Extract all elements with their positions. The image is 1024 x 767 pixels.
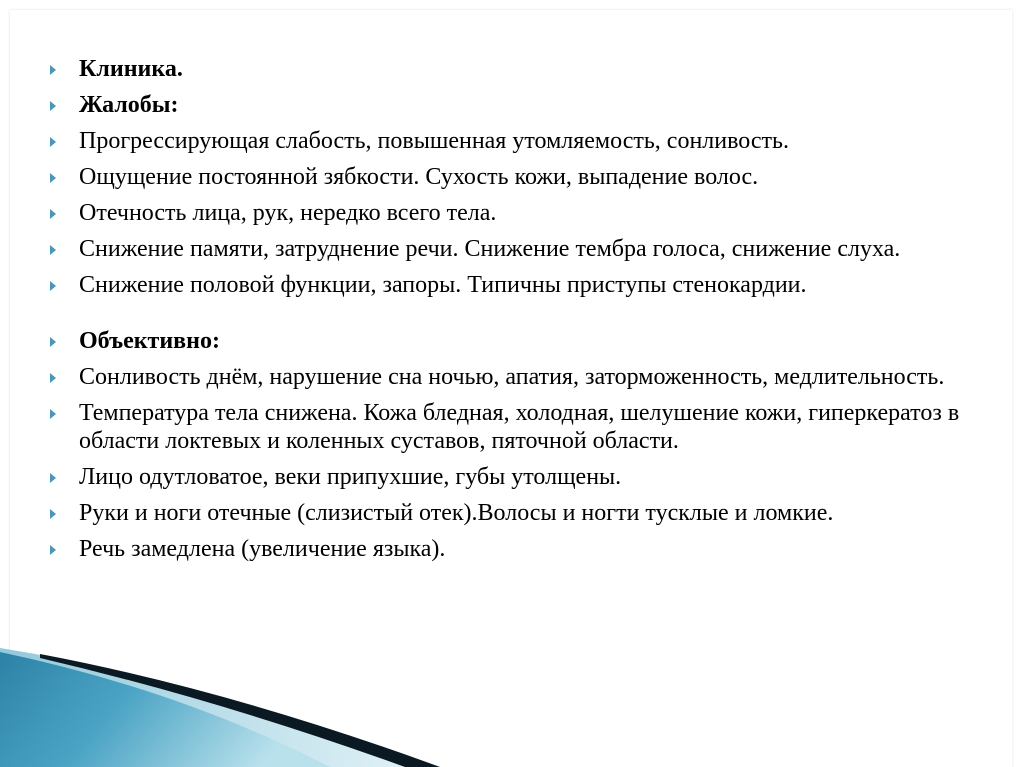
bullet-arrow-icon (50, 337, 56, 347)
item-text: Прогрессирующая слабость, повышенная утомляемость, сонливость. (79, 128, 789, 154)
bullet-arrow-icon (50, 545, 56, 555)
item-text: Сонливость днём, нарушение сна ночью, апатия, заторможенность, медлительность. (79, 364, 945, 390)
item-text: Снижение памяти, затруднение речи. Снижение тембра голоса, снижение слуха. (79, 236, 901, 262)
bullet-arrow-icon (50, 137, 56, 147)
list-item (50, 91, 980, 119)
item-text: Объективно: (79, 328, 220, 354)
list-item (50, 163, 980, 191)
bullet-arrow-icon (50, 101, 56, 111)
bullet-arrow-icon (50, 281, 56, 291)
list-item (50, 127, 980, 155)
item-text: Ощущение постоянной зябкости. Сухость кожи, выпадение волос. (79, 164, 759, 190)
list-item (50, 235, 980, 263)
list-item (50, 55, 980, 83)
list-item (50, 399, 980, 455)
list-item (50, 499, 980, 527)
list-item (50, 199, 980, 227)
list-item (50, 463, 980, 491)
bullet-arrow-icon (50, 65, 56, 75)
item-text: Снижение половой функции, запоры. Типичны приступы стенокардии. (79, 272, 807, 298)
list-item (50, 271, 980, 299)
list-item (50, 327, 980, 355)
item-text: Жалобы: (79, 92, 179, 118)
item-text: Клиника. (79, 56, 183, 82)
item-text: Лицо одутловатое, веки припухшие, губы утолщены. (79, 464, 622, 490)
bullet-arrow-icon (50, 209, 56, 219)
bullet-list (50, 55, 980, 571)
list-item (50, 363, 980, 391)
item-text: Температура тела снижена. Кожа бледная, холодная, шелушение кожи, гиперкератоз в области локтевых и коленных суставов, пяточной области. (79, 400, 960, 454)
bullet-arrow-icon (50, 173, 56, 183)
bullet-arrow-icon (50, 473, 56, 483)
bullet-arrow-icon (50, 373, 56, 383)
bullet-arrow-icon (50, 245, 56, 255)
slide (10, 10, 1012, 767)
bullet-arrow-icon (50, 409, 56, 419)
bullet-arrow-icon (50, 509, 56, 519)
item-text: Руки и ноги отечные (слизистый отек).Волосы и ногти тусклые и ломкие. (79, 500, 834, 526)
list-item (50, 535, 980, 563)
item-text: Отечность лица, рук, нередко всего тела. (79, 200, 497, 226)
item-text: Речь замедлена (увеличение языка). (79, 536, 446, 562)
